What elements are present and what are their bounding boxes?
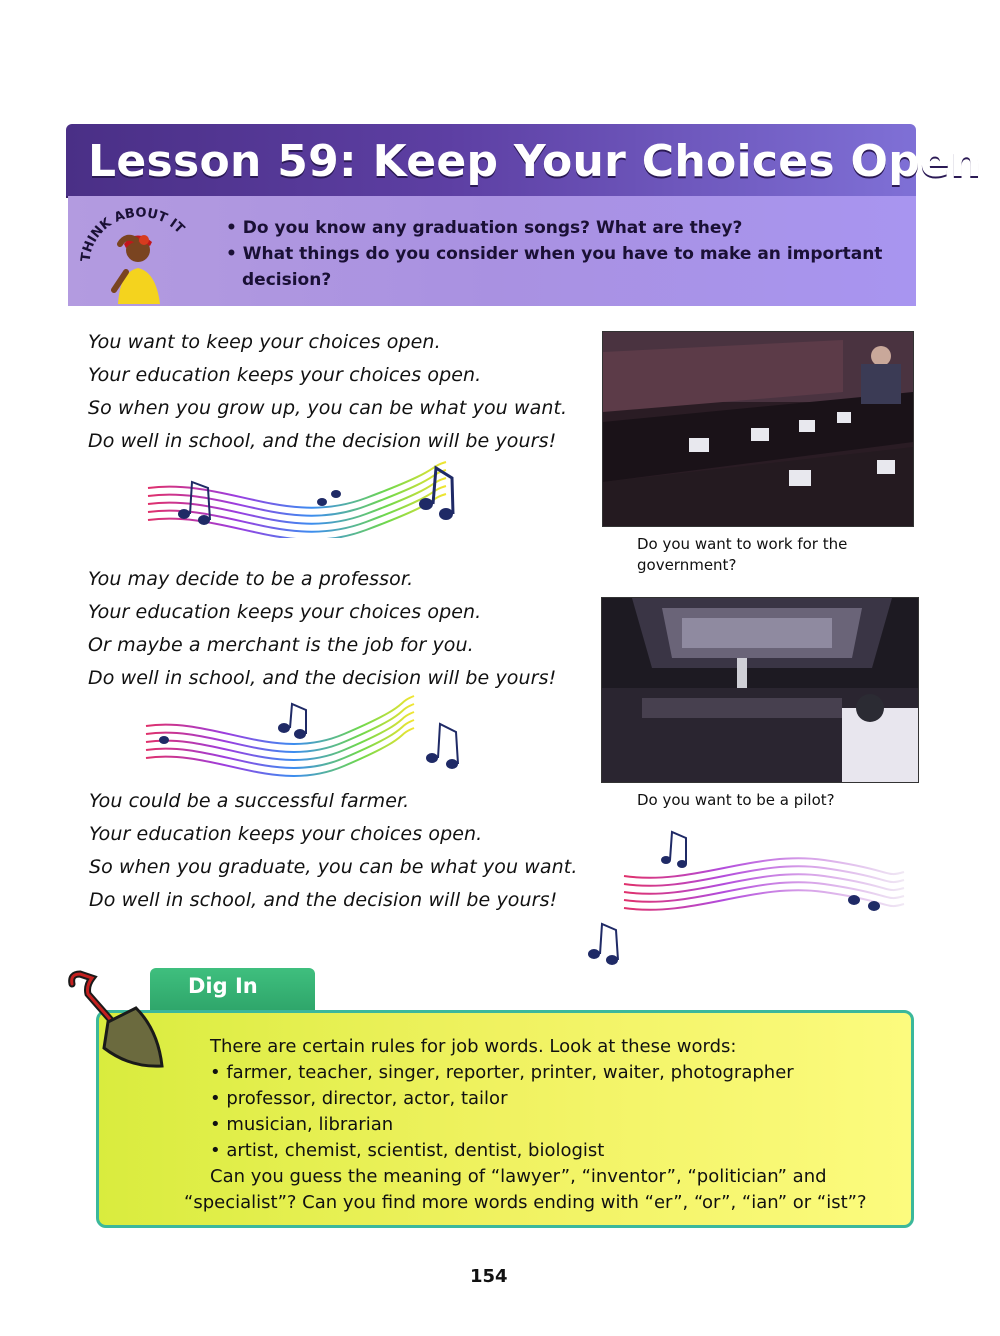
poem-line: So when you graduate, you can be what you want. [89,856,578,878]
poem-line: Your education keeps your choices open. [88,601,482,623]
think-question-2-cont: decision? [242,270,332,290]
poem-line: Do well in school, and the decision will be yours! [88,667,557,689]
dig-in-label: Dig In [188,974,258,998]
dig-in-intro: There are certain rules for job words. Look at these words: [210,1036,737,1057]
thinking-girl-icon [114,235,160,304]
poem-line: Do well in school, and the decision will be yours! [88,430,557,452]
dig-in-bullet: • artist, chemist, scientist, dentist, biologist [210,1140,605,1161]
poem-line: You could be a successful farmer. [89,790,410,812]
lesson-title: Lesson 59: Keep Your Choices Open [88,136,982,187]
dig-in-bullet: • musician, librarian [210,1114,394,1135]
poem-line: So when you grow up, you can be what you want. [88,397,568,419]
think-question-1: • Do you know any graduation songs? What are they? [226,218,743,238]
page-number: 154 [470,1266,508,1287]
music-staff-icon [584,820,914,970]
dig-in-question: Can you guess the meaning of “lawyer”, “inventor”, “politician” and [210,1166,827,1187]
dig-in-question-cont: “specialist”? Can you find more words ending with “er”, “or”, “ian” or “ist”? [184,1192,867,1213]
music-staff-icon [146,458,476,538]
government-caption-line1: Do you want to work for the [637,535,848,553]
poem-line: You want to keep your choices open. [88,331,441,353]
poem-line: You may decide to be a professor. [88,568,414,590]
music-staff-icon [144,690,474,780]
shovel-icon [66,970,170,1074]
think-about-it-badge [74,206,204,306]
badge-text-icon: THINK ABOUT IT [78,206,188,263]
poem-line: Do well in school, and the decision will be yours! [89,889,558,911]
poem-line: Your education keeps your choices open. [89,823,483,845]
pilot-caption: Do you want to be a pilot? [637,791,835,809]
poem-line: Your education keeps your choices open. [88,364,482,386]
government-chamber-photo [602,331,914,527]
government-caption-line2: government? [637,556,737,574]
dig-in-bullet: • professor, director, actor, tailor [210,1088,508,1109]
pilot-cockpit-photo [601,597,919,783]
poem-line: Or maybe a merchant is the job for you. [88,634,474,656]
think-question-2: • What things do you consider when you have to make an important [226,244,883,264]
dig-in-bullet: • farmer, teacher, singer, reporter, printer, waiter, photographer [210,1062,794,1083]
